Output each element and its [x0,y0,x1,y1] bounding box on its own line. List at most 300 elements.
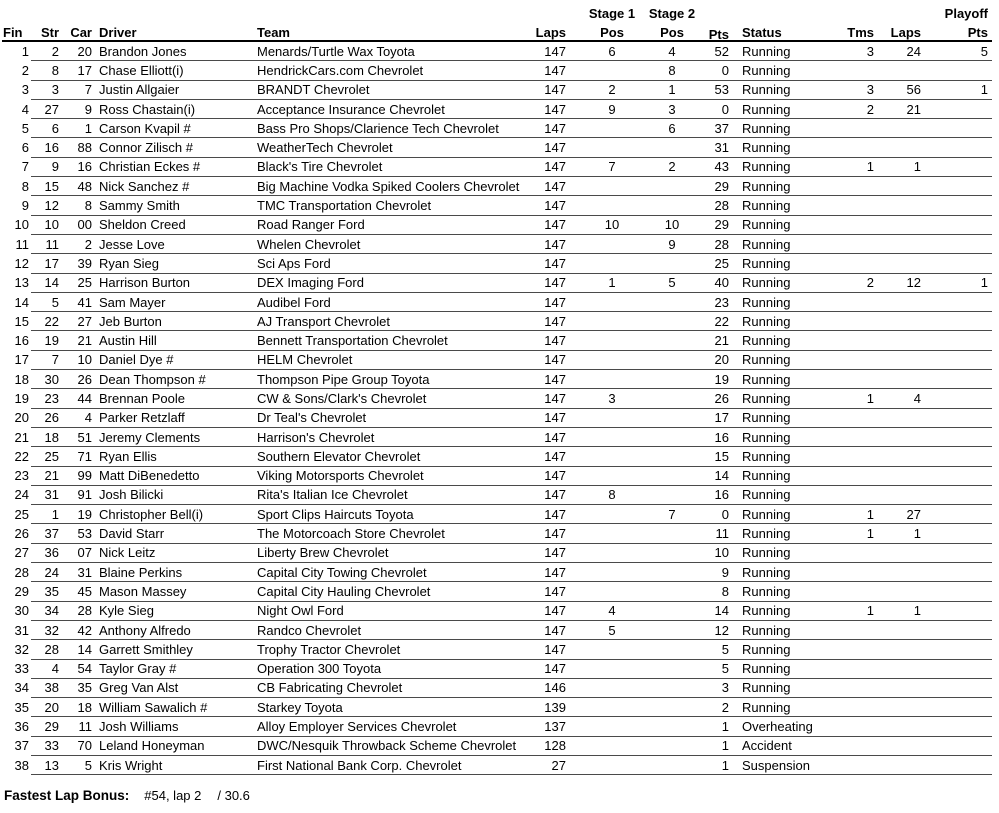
col-header-status-label: Status [742,25,782,40]
cell-laps: 147 [532,196,582,215]
cell-driver: Carson Kvapil # [92,119,256,138]
cell-playoff-pts [924,659,992,678]
cell-laps-led: 12 [877,273,924,292]
cell-str: 23 [31,389,61,408]
cell-playoff-pts [924,755,992,774]
table-row [2,447,992,466]
cell-tms [842,312,877,331]
cell-str: 25 [31,447,61,466]
cell-team: HELM Chevrolet [256,350,532,369]
cell-driver: William Sawalich # [92,698,256,717]
cell-driver: Sammy Smith [92,196,256,215]
col-header-driver-label: Driver [99,25,137,40]
cell-driver: Kyle Sieg [92,601,256,620]
cell-playoff-pts [924,157,992,176]
spacer [256,5,532,21]
cell-tms [842,138,877,157]
stage2-group-header: Stage 2 [648,6,696,21]
table-row [2,408,992,427]
cell-car: 25 [61,273,92,292]
cell-car: 42 [61,620,92,639]
cell-team: First National Bank Corp. Chevrolet [256,755,532,774]
cell-status: Running [732,582,842,601]
table-row [2,331,992,350]
cell-status: Running [732,466,842,485]
cell-str: 26 [31,408,61,427]
cell-pts: 10 [702,543,732,562]
cell-driver: Connor Zilisch # [92,138,256,157]
cell-pts: 2 [702,698,732,717]
cell-car: 48 [61,177,92,196]
cell-playoff-pts [924,234,992,253]
col-header-stage2-pos-label: Pos [660,25,684,40]
cell-stage1-pos [582,678,642,697]
cell-tms [842,543,877,562]
cell-laps: 147 [532,80,582,99]
cell-laps-led: 27 [877,505,924,524]
col-header-str-label: Str [40,25,59,40]
cell-stage2-pos [642,408,702,427]
table-row [2,601,992,620]
cell-str: 14 [31,273,61,292]
cell-tms [842,717,877,736]
table-row [2,312,992,331]
fastest-lap-bonus-label: Fastest Lap Bonus: [4,788,130,804]
cell-tms: 1 [842,601,877,620]
spacer [2,5,31,21]
cell-fin: 26 [14,526,29,542]
cell-stage2-pos [642,447,702,466]
cell-car: 18 [61,698,92,717]
cell-laps: 146 [532,678,582,697]
cell-driver: Christopher Bell(i) [92,505,256,524]
cell-str: 13 [31,755,61,774]
cell-fin: 28 [14,564,29,580]
cell-playoff-pts [924,485,992,504]
cell-stage1-pos [582,524,642,543]
cell-tms: 1 [842,389,877,408]
cell-playoff-pts [924,215,992,234]
cell-car: 9 [61,99,92,118]
cell-laps-led [877,234,924,253]
cell-laps: 147 [532,215,582,234]
cell-stage1-pos [582,331,642,350]
cell-team: AJ Transport Chevrolet [256,312,532,331]
cell-tms [842,408,877,427]
cell-tms [842,370,877,389]
cell-fin: 9 [21,198,29,214]
cell-fin: 21 [14,429,29,445]
cell-stage1-pos [582,543,642,562]
cell-playoff-pts: 1 [924,80,992,99]
cell-status: Overheating [732,717,842,736]
cell-str: 3 [31,80,61,99]
cell-fin: 24 [14,487,29,503]
cell-car: 39 [61,254,92,273]
cell-laps-led [877,582,924,601]
stage1-group-header: Stage 1 [588,6,636,21]
cell-playoff-pts [924,292,992,311]
cell-playoff-pts [924,331,992,350]
cell-str: 12 [31,196,61,215]
cell-stage2-pos: 1 [642,80,702,99]
col-header-tms [842,21,877,41]
cell-pts: 19 [702,370,732,389]
cell-driver: Nick Leitz [92,543,256,562]
cell-driver: Jesse Love [92,234,256,253]
cell-stage1-pos: 2 [582,80,642,99]
cell-stage2-pos [642,659,702,678]
cell-str: 31 [31,485,61,504]
cell-laps-led [877,408,924,427]
cell-stage1-pos: 5 [582,620,642,639]
cell-status: Running [732,370,842,389]
cell-status: Running [732,196,842,215]
cell-status: Running [732,350,842,369]
cell-tms [842,620,877,639]
cell-playoff-pts [924,466,992,485]
cell-stage1-pos [582,177,642,196]
cell-str: 19 [31,331,61,350]
table-row [2,99,992,118]
cell-tms [842,736,877,755]
cell-laps-led [877,485,924,504]
cell-tms [842,678,877,697]
cell-stage2-pos [642,717,702,736]
cell-fin: 2 [21,62,29,78]
cell-car: 88 [61,138,92,157]
cell-status: Running [732,138,842,157]
cell-status: Running [732,177,842,196]
cell-stage2-pos [642,466,702,485]
cell-status: Running [732,99,842,118]
cell-fin: 37 [14,738,29,754]
cell-team: Black's Tire Chevrolet [256,157,532,176]
cell-stage1-pos [582,427,642,446]
cell-playoff-pts [924,408,992,427]
col-header-playoff-pts [924,21,992,41]
cell-pts: 37 [702,119,732,138]
cell-status: Running [732,485,842,504]
cell-tms [842,196,877,215]
cell-stage2-pos [642,524,702,543]
cell-car: 71 [61,447,92,466]
cell-fin: 25 [14,506,29,522]
cell-laps: 147 [532,41,582,61]
cell-team: TMC Transportation Chevrolet [256,196,532,215]
cell-stage1-pos [582,466,642,485]
table-row [2,61,992,80]
cell-stage2-pos: 9 [642,234,702,253]
cell-stage1-pos [582,640,642,659]
cell-driver: Ryan Ellis [92,447,256,466]
cell-laps: 147 [532,119,582,138]
cell-str: 22 [31,312,61,331]
cell-playoff-pts [924,717,992,736]
cell-laps-led: 1 [877,524,924,543]
cell-laps: 147 [532,157,582,176]
cell-stage1-pos [582,698,642,717]
cell-car: 8 [61,196,92,215]
cell-driver: Ross Chastain(i) [92,99,256,118]
cell-laps-led [877,61,924,80]
cell-status: Running [732,389,842,408]
cell-status: Running [732,80,842,99]
cell-tms [842,61,877,80]
spacer [842,5,877,21]
cell-stage2-pos [642,620,702,639]
cell-fin: 8 [21,178,29,194]
cell-fin: 17 [14,352,29,368]
cell-laps: 147 [532,485,582,504]
results-body [2,41,992,775]
cell-stage2-pos [642,331,702,350]
cell-team: Night Owl Ford [256,601,532,620]
cell-team: DWC/Nesquik Throwback Scheme Chevrolet [256,736,532,755]
col-header-pts-label: Pts [708,27,729,41]
cell-tms [842,331,877,350]
cell-playoff-pts [924,563,992,582]
cell-tms [842,698,877,717]
results-table [2,5,992,775]
cell-fin: 30 [14,603,29,619]
col-header-car [61,21,92,41]
cell-playoff-pts [924,196,992,215]
cell-stage1-pos [582,254,642,273]
cell-laps: 147 [532,505,582,524]
cell-driver: Blaine Perkins [92,563,256,582]
cell-tms: 1 [842,157,877,176]
cell-laps-led [877,370,924,389]
cell-laps-led [877,350,924,369]
cell-tms [842,755,877,774]
cell-laps-led [877,717,924,736]
cell-str: 33 [31,736,61,755]
cell-pts: 3 [702,678,732,697]
cell-str: 32 [31,620,61,639]
cell-laps: 147 [532,659,582,678]
cell-team: Menards/Turtle Wax Toyota [256,41,532,61]
table-row [2,755,992,774]
cell-str: 38 [31,678,61,697]
cell-str: 36 [31,543,61,562]
cell-laps-led [877,736,924,755]
cell-stage1-pos [582,234,642,253]
cell-laps: 147 [532,427,582,446]
cell-car: 2 [61,234,92,253]
table-row [2,196,992,215]
cell-car: 45 [61,582,92,601]
cell-team: Capital City Hauling Chevrolet [256,582,532,601]
cell-fin: 12 [14,255,29,271]
cell-laps-led [877,119,924,138]
cell-laps-led [877,678,924,697]
cell-str: 18 [31,427,61,446]
header-group-row [2,5,992,21]
cell-team: Bass Pro Shops/Clarience Tech Chevrolet [256,119,532,138]
cell-team: Capital City Towing Chevrolet [256,563,532,582]
cell-laps-led [877,659,924,678]
cell-status: Running [732,505,842,524]
cell-str: 37 [31,524,61,543]
cell-car: 19 [61,505,92,524]
table-row [2,466,992,485]
cell-laps-led [877,331,924,350]
cell-team: Thompson Pipe Group Toyota [256,370,532,389]
col-header-stage2-pos [642,21,702,41]
cell-stage1-pos [582,61,642,80]
cell-stage2-pos [642,601,702,620]
cell-laps-led [877,640,924,659]
cell-team: Harrison's Chevrolet [256,427,532,446]
cell-laps: 137 [532,717,582,736]
cell-fin: 10 [14,217,29,233]
cell-team: Rita's Italian Ice Chevrolet [256,485,532,504]
cell-car: 00 [61,215,92,234]
cell-playoff-pts [924,370,992,389]
col-header-tms-label: Tms [847,25,874,40]
cell-laps: 147 [532,563,582,582]
cell-playoff-pts [924,119,992,138]
cell-pts: 5 [702,640,732,659]
cell-laps-led [877,543,924,562]
cell-str: 15 [31,177,61,196]
cell-car: 44 [61,389,92,408]
cell-driver: Brandon Jones [92,41,256,61]
cell-driver: Brennan Poole [92,389,256,408]
cell-str: 16 [31,138,61,157]
cell-status: Running [732,427,842,446]
col-header-team-label: Team [257,25,290,40]
cell-pts: 1 [702,755,732,774]
cell-stage1-pos: 6 [582,41,642,61]
cell-team: Audibel Ford [256,292,532,311]
cell-team: Sci Aps Ford [256,254,532,273]
cell-stage2-pos: 5 [642,273,702,292]
cell-stage1-pos: 3 [582,389,642,408]
cell-stage2-pos: 7 [642,505,702,524]
cell-team: Liberty Brew Chevrolet [256,543,532,562]
cell-team: Viking Motorsports Chevrolet [256,466,532,485]
col-header-fin [2,21,31,41]
cell-fin: 14 [14,294,29,310]
cell-stage2-pos [642,755,702,774]
cell-stage2-pos [642,254,702,273]
table-row [2,505,992,524]
table-row [2,659,992,678]
table-row [2,640,992,659]
cell-status: Running [732,273,842,292]
cell-driver: Nick Sanchez # [92,177,256,196]
cell-stage1-pos [582,138,642,157]
cell-laps: 147 [532,273,582,292]
cell-fin: 20 [14,410,29,426]
cell-tms [842,427,877,446]
cell-tms [842,466,877,485]
cell-laps: 147 [532,408,582,427]
col-header-laps-led-label: Laps [890,25,921,40]
cell-status: Running [732,119,842,138]
cell-fin: 6 [21,140,29,156]
col-header-laps-led [877,21,924,41]
cell-stage2-pos: 4 [642,41,702,61]
cell-pts: 1 [702,736,732,755]
cell-status: Running [732,640,842,659]
cell-pts: 31 [702,138,732,157]
cell-laps: 147 [532,370,582,389]
cell-status: Running [732,543,842,562]
cell-laps: 147 [532,389,582,408]
cell-tms [842,234,877,253]
cell-stage2-pos [642,485,702,504]
cell-team: DEX Imaging Ford [256,273,532,292]
cell-stage1-pos [582,292,642,311]
cell-status: Running [732,524,842,543]
cell-pts: 29 [702,177,732,196]
cell-tms: 3 [842,41,877,61]
cell-status: Running [732,254,842,273]
cell-str: 20 [31,698,61,717]
cell-stage2-pos [642,312,702,331]
playoff-group-header: Playoff [944,6,988,21]
cell-laps-led [877,620,924,639]
cell-fin: 1 [21,43,29,59]
cell-laps-led [877,138,924,157]
table-row [2,524,992,543]
cell-laps-led [877,215,924,234]
cell-car: 35 [61,678,92,697]
cell-str: 10 [31,215,61,234]
cell-stage2-pos [642,582,702,601]
cell-stage1-pos [582,196,642,215]
cell-stage1-pos [582,119,642,138]
cell-driver: Austin Hill [92,331,256,350]
cell-pts: 14 [702,601,732,620]
cell-tms [842,640,877,659]
cell-str: 6 [31,119,61,138]
column-header-row [2,21,992,41]
table-row [2,698,992,717]
cell-laps: 147 [532,312,582,331]
table-header [2,5,992,41]
cell-tms [842,582,877,601]
cell-str: 24 [31,563,61,582]
cell-stage1-pos: 4 [582,601,642,620]
cell-tms: 3 [842,80,877,99]
cell-car: 10 [61,350,92,369]
cell-laps-led: 24 [877,41,924,61]
cell-stage1-pos [582,312,642,331]
cell-status: Running [732,659,842,678]
cell-str: 4 [31,659,61,678]
cell-laps: 147 [532,99,582,118]
cell-stage2-pos [642,389,702,408]
cell-laps-led: 1 [877,601,924,620]
cell-str: 9 [31,157,61,176]
cell-str: 27 [31,99,61,118]
cell-fin: 18 [14,371,29,387]
cell-status: Accident [732,736,842,755]
cell-laps: 147 [532,601,582,620]
cell-str: 7 [31,350,61,369]
cell-fin: 23 [14,468,29,484]
cell-stage2-pos [642,350,702,369]
cell-team: CW & Sons/Clark's Chevrolet [256,389,532,408]
table-row [2,485,992,504]
cell-car: 7 [61,80,92,99]
cell-status: Running [732,61,842,80]
cell-laps-led [877,292,924,311]
